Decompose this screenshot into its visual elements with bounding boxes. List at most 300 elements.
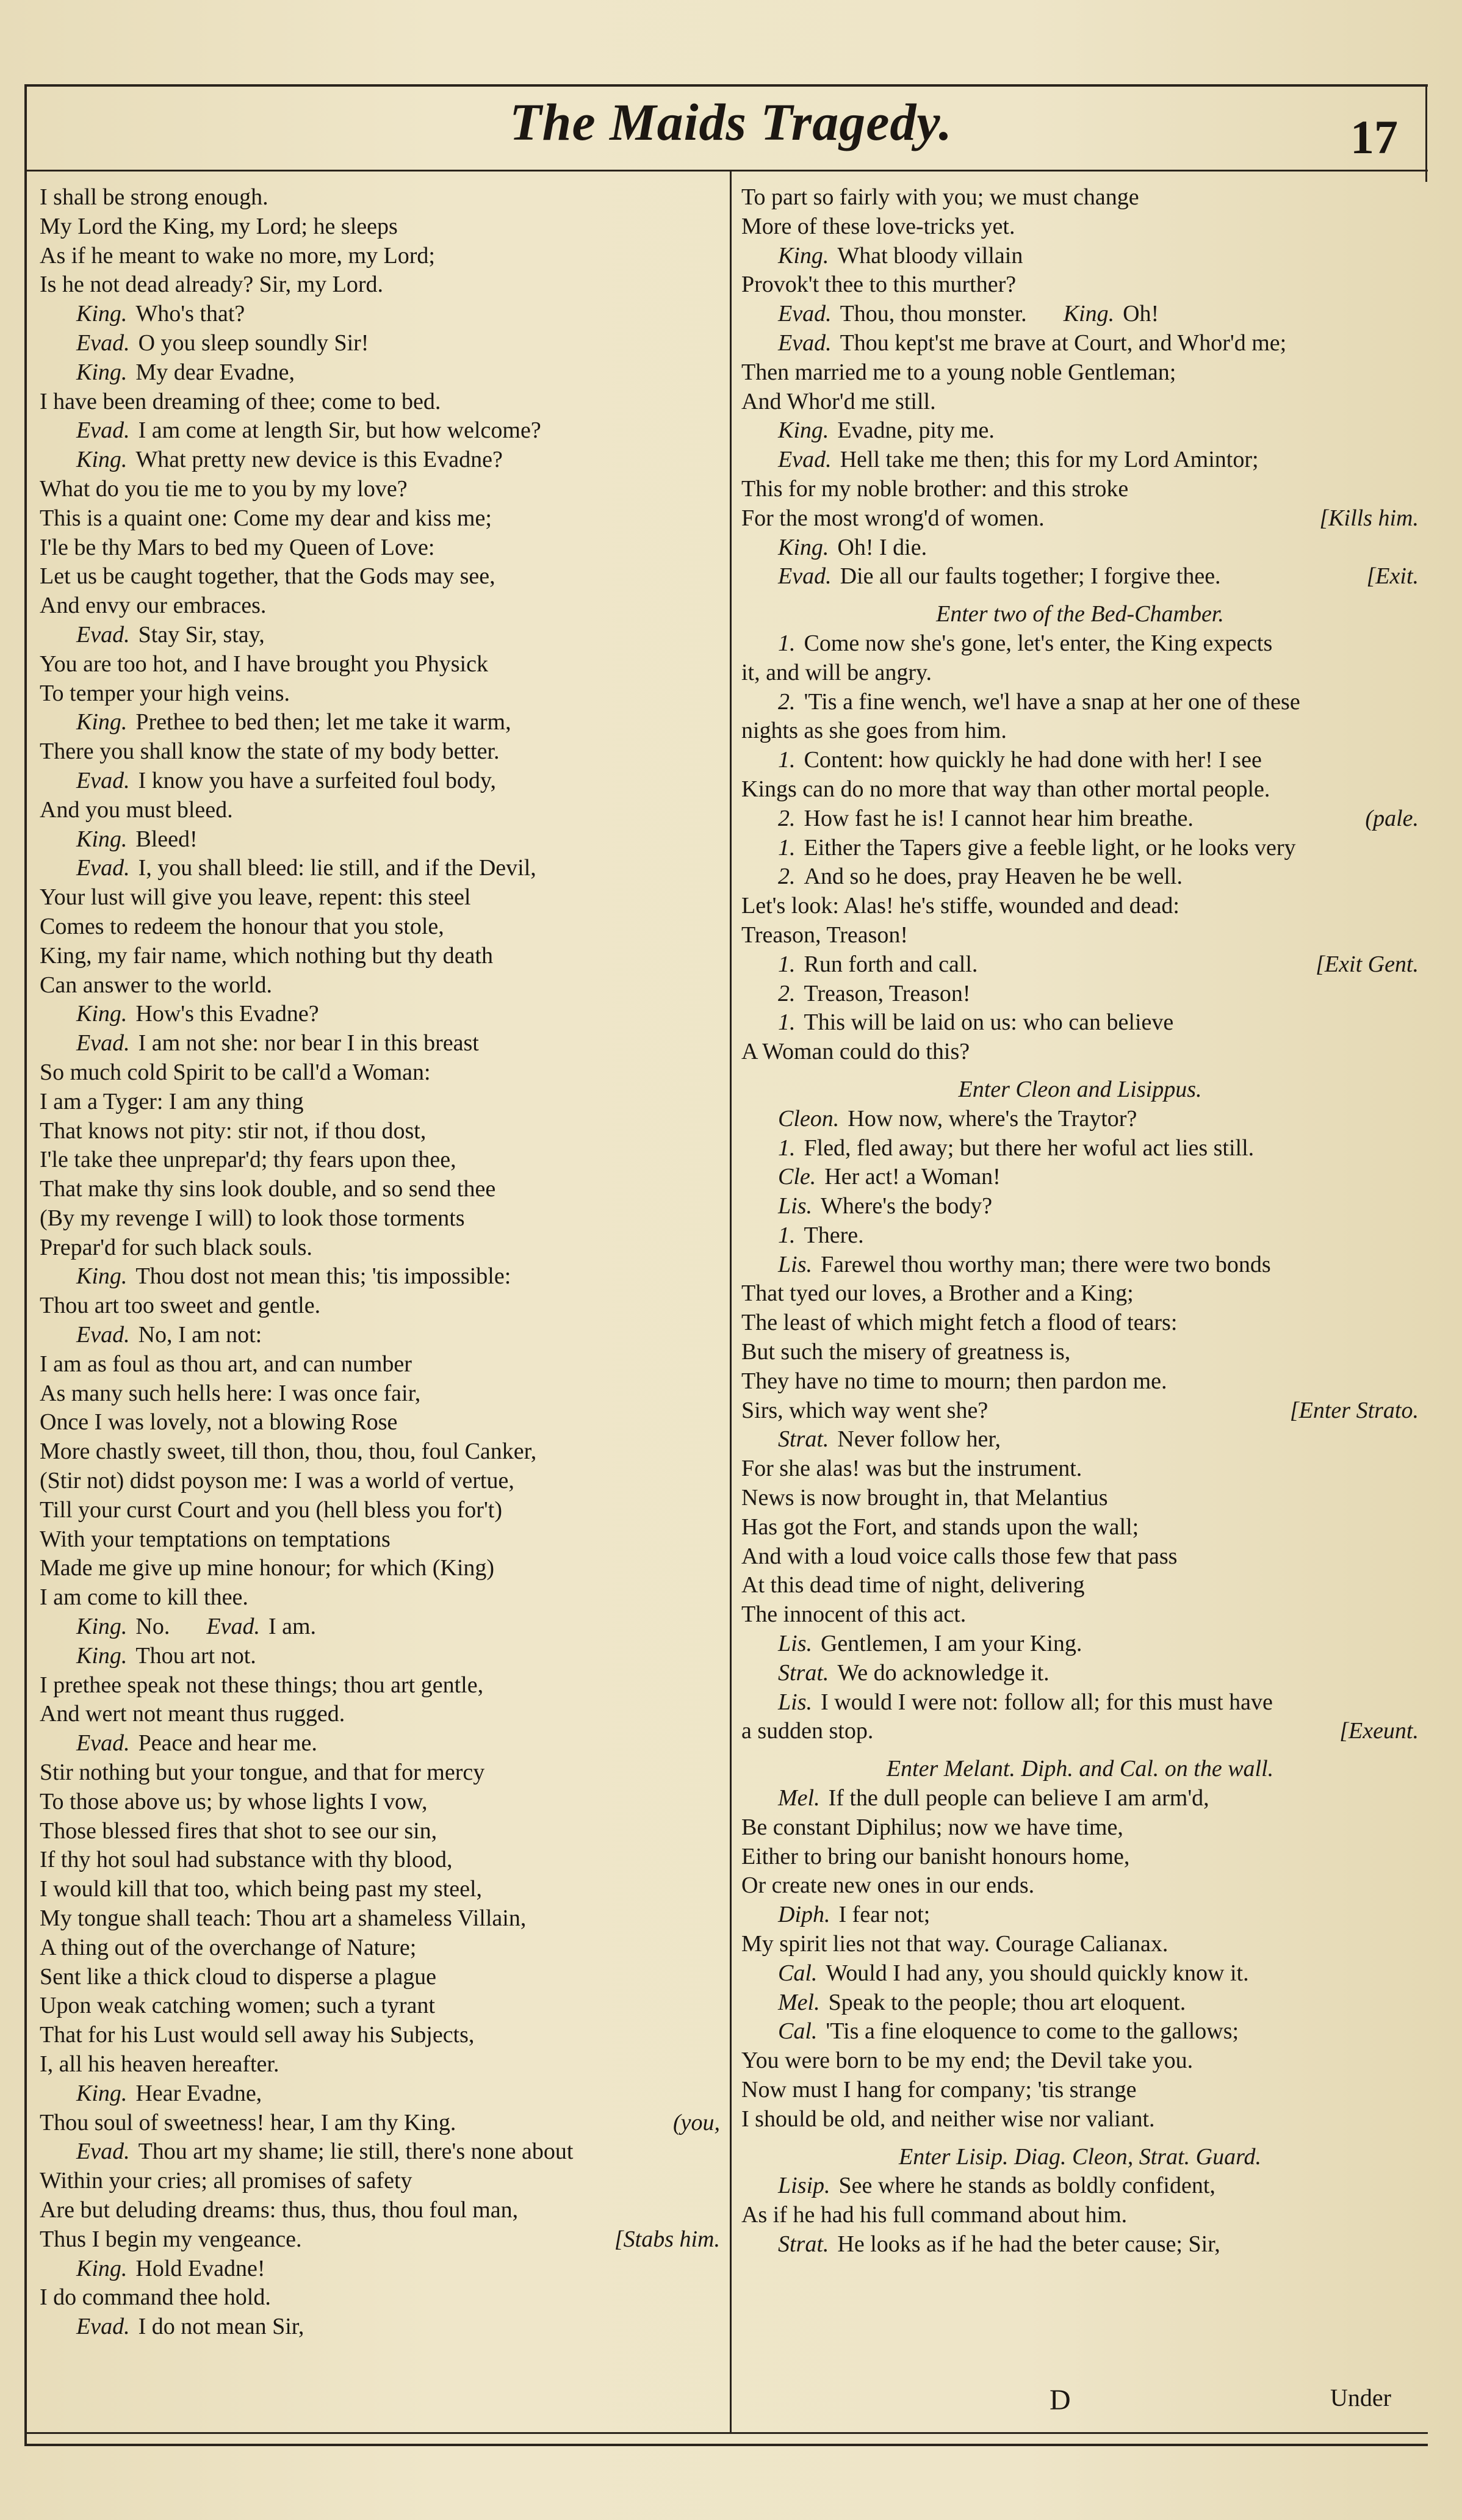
verse-line (741, 242, 1419, 271)
line-text: I am come at length Sir, but how welcome? (138, 417, 541, 444)
stage-direction-text: [Stabs him. (614, 2226, 720, 2252)
line-text: As if he meant to wake no more, my Lord; (40, 242, 435, 269)
verse-line (741, 1309, 1419, 1338)
verse-line (40, 1875, 720, 1904)
line-text: If thy hot soul had substance with thy blood, (40, 1847, 453, 1873)
line-text: My spirit lies not that way. Courage Calianax. (741, 1931, 1169, 1957)
line-text: Where's the body? (820, 1193, 993, 1219)
verse-line (40, 650, 720, 679)
speaker-name: Strat. (778, 1426, 829, 1453)
line-text: That for his Lust would sell away his Subjects, (40, 2022, 475, 2048)
verse-line (741, 1425, 1419, 1454)
line-text: Provok't thee to this murther? (741, 272, 1017, 298)
bottom-rule-outer (24, 2444, 1428, 2446)
line-text: This is a quaint one: Come my dear and kiss me; (40, 505, 492, 531)
line-text: Prethee to bed then; let me take it warm, (135, 709, 511, 735)
verse-line (741, 892, 1419, 921)
verse-line (741, 688, 1419, 717)
verse-line (40, 446, 720, 475)
verse-line (40, 1496, 720, 1525)
line-text: To part so fairly with you; we must change (741, 184, 1139, 210)
stage-direction-text: (pale. (1365, 805, 1419, 831)
line-text: Stir nothing but your tongue, and that for mercy (40, 1760, 485, 1786)
line-text: Has got the Fort, and stands upon the wall; (741, 1514, 1139, 1540)
verse-line (741, 1513, 1419, 1542)
line-text: Hold Evadne! (135, 2255, 265, 2281)
line-text: Would I had any, you should quickly know it. (826, 1960, 1249, 1986)
verse-line (40, 1262, 720, 1291)
line-text: I, you shall bleed: lie still, and if the Devil, (138, 855, 536, 881)
verse-line (40, 767, 720, 796)
verse-line (741, 1600, 1419, 1630)
line-text: I am not she: nor bear I in this breast (138, 1030, 479, 1056)
speaker-name: Evad. (76, 1730, 130, 1756)
verse-line (40, 883, 720, 912)
line-text: Treason, Treason! (741, 922, 909, 948)
line-text: Your lust will give you leave, repent: this steel (40, 884, 471, 911)
line-text: Die all our faults together; I forgive thee. (840, 563, 1221, 590)
line-text: More chastly sweet, till thon, thou, thou, foul Canker, (40, 1439, 537, 1465)
verse-line (40, 1408, 720, 1437)
line-text: I am. (268, 1614, 317, 1640)
line-text: Oh! (1123, 301, 1159, 327)
line-text: You were born to be my end; the Devil take you. (741, 2048, 1194, 2074)
speaker-name: King. (76, 709, 128, 735)
speaker-name: King. (76, 2255, 128, 2281)
verse-line (40, 1291, 720, 1321)
line-text: Hear Evadne, (135, 2080, 262, 2106)
verse-line (40, 1758, 720, 1788)
verse-line (40, 416, 720, 446)
line-text: Either the Tapers give a feeble light, or he looks very (804, 834, 1296, 861)
verse-line (40, 1029, 720, 1058)
verse-line (741, 834, 1419, 863)
verse-line (40, 1933, 720, 1963)
line-text: Thou art too sweet and gentle. (40, 1293, 321, 1319)
speaker-name: Evad. (76, 2139, 130, 2165)
verse-line (741, 629, 1419, 659)
verse-line (40, 825, 720, 854)
line-text: My Lord the King, my Lord; he sleeps (40, 213, 398, 239)
verse-line (741, 562, 1419, 591)
verse-line (741, 746, 1419, 775)
line-text: And Whor'd me still. (741, 388, 936, 414)
verse-line (741, 1901, 1419, 1930)
verse-line (40, 1612, 720, 1642)
line-text: I fear not; (838, 1902, 931, 1928)
line-text: Prepar'd for such black souls. (40, 1234, 312, 1260)
running-title: The Maids Tragedy. (510, 93, 952, 151)
line-text: it, and will be angry. (741, 659, 932, 685)
verse-line (741, 2076, 1419, 2105)
line-text: I'le be thy Mars to bed my Queen of Love: (40, 534, 435, 560)
verse-line (40, 621, 720, 650)
speaker-name: 1. (778, 1135, 796, 1161)
catchword: Under (1330, 2384, 1391, 2411)
verse-line (741, 862, 1419, 892)
line-text: Thou, thou monster. (840, 301, 1027, 327)
line-text: Hell take me then; this for my Lord Amintor; (840, 447, 1259, 473)
line-text: Peace and hear me. (138, 1730, 317, 1756)
verse-line (741, 329, 1419, 358)
speaker-name: Evad. (76, 1030, 130, 1056)
line-text: At this dead time of night, delivering (741, 1572, 1085, 1598)
verse-line (741, 388, 1419, 417)
line-text: Then married me to a young noble Gentleman; (741, 359, 1176, 385)
speaker-name: Lis. (778, 1631, 812, 1657)
verse-line (741, 358, 1419, 388)
speaker-name: Evad. (76, 2314, 130, 2340)
signature-mark: D (1050, 2384, 1071, 2416)
line-text: I shall be strong enough. (40, 184, 268, 210)
line-text: And you must bleed. (40, 796, 233, 823)
speaker-name: Strat. (778, 2231, 829, 2257)
line-text: Let's look: Alas! he's stiffe, wounded and dead: (741, 893, 1179, 919)
speaker-name: King. (1063, 301, 1115, 327)
speaker-name: Cal. (778, 2018, 818, 2045)
stage-direction-text: (you, (672, 2109, 720, 2136)
column-divider-rule (730, 171, 732, 2432)
verse-line (741, 2230, 1419, 2259)
line-text: What pretty new device is this Evadne? (135, 447, 503, 473)
verse-line (741, 2201, 1419, 2230)
line-text: You are too hot, and I have brought you Physick (40, 651, 488, 677)
line-text: Sent like a thick cloud to disperse a plague (40, 1963, 437, 1990)
verse-line (741, 804, 1419, 834)
line-text: A thing out of the overchange of Nature; (40, 1934, 417, 1960)
stage-direction-text: Enter two of the Bed-Chamber. (936, 601, 1224, 627)
verse-line (741, 775, 1419, 804)
stage-direction-text: Enter Melant. Diph. and Cal. on the wall. (886, 1756, 1274, 1782)
line-text: O you sleep soundly Sir! (138, 330, 369, 356)
line-text: Once I was lovely, not a blowing Rose (40, 1409, 398, 1435)
speaker-name: Evad. (778, 447, 832, 473)
line-text: Gentlemen, I am your King. (820, 1631, 1082, 1657)
line-text: Stay Sir, stay, (138, 621, 265, 648)
line-text: Within your cries; all promises of safety (40, 2168, 412, 2194)
line-text: 'Tis a fine eloquence to come to the gallows; (826, 2018, 1239, 2045)
line-text: I have been dreaming of thee; come to bed. (40, 388, 441, 414)
stage-direction-line (741, 1075, 1419, 1105)
line-text: My dear Evadne, (135, 359, 295, 385)
line-text: See where he stands as boldly confident, (838, 2173, 1215, 2199)
line-text: 'Tis a fine wench, we'l have a snap at her one of these (804, 688, 1300, 715)
verse-line (40, 1146, 720, 1175)
verse-line (40, 1321, 720, 1350)
verse-line (40, 971, 720, 1000)
verse-line (40, 737, 720, 767)
verse-line (741, 1221, 1419, 1251)
verse-line (741, 1454, 1419, 1484)
verse-line (40, 1671, 720, 1700)
speaker-name: Lis. (778, 1193, 812, 1219)
verse-line (40, 300, 720, 329)
verse-line (741, 1571, 1419, 1600)
verse-line (741, 1688, 1419, 1717)
verse-line (741, 1338, 1419, 1367)
verse-line (741, 446, 1419, 475)
verse-line (40, 679, 720, 709)
line-text: Thou dost not mean this; 'tis impossible: (135, 1263, 511, 1290)
verse-line (40, 1700, 720, 1729)
speaker-name: 1. (778, 1009, 796, 1036)
line-text: What bloody villain (837, 242, 1023, 269)
line-text: Content: how quickly he had done with her! I see (804, 747, 1262, 773)
line-text: Sirs, which way went she? (741, 1397, 988, 1423)
stage-direction-text: [Kills him. (1319, 505, 1419, 531)
line-text: (By my revenge I will) to look those torments (40, 1205, 465, 1231)
speaker-name: King. (76, 301, 128, 327)
line-text: Fled, fled away; but there her woful act lies still. (804, 1135, 1255, 1161)
speaker-name: Lis. (778, 1689, 812, 1715)
line-text: I should be old, and neither wise nor valiant. (741, 2106, 1155, 2132)
verse-line (40, 1788, 720, 1817)
line-text: Treason, Treason! (804, 980, 971, 1006)
speaker-name: King. (76, 1642, 128, 1669)
verse-line (40, 854, 720, 883)
verse-line (40, 2021, 720, 2050)
speaker-name: 1. (778, 951, 796, 977)
verse-line (741, 717, 1419, 746)
verse-line (40, 1554, 720, 1583)
line-text: Upon weak catching women; such a tyrant (40, 1993, 435, 2019)
verse-line (741, 183, 1419, 212)
speaker-name: Evad. (76, 1322, 130, 1348)
speaker-name: Cal. (778, 1960, 818, 1986)
verse-line (741, 533, 1419, 563)
line-text: Her act! a Woman! (824, 1164, 1001, 1190)
verse-line (40, 2079, 720, 2109)
verse-line (40, 2312, 720, 2342)
line-text: Either to bring our banisht honours home, (741, 1843, 1130, 1869)
line-text: My tongue shall teach: Thou art a shameless Villain, (40, 1905, 527, 1932)
line-text: Come now she's gone, let's enter, the King expects (804, 630, 1273, 656)
verse-line (741, 1988, 1419, 2018)
verse-line (40, 2255, 720, 2284)
verse-line (40, 1437, 720, 1467)
verse-line (40, 1379, 720, 1409)
header-rule (24, 170, 1428, 171)
line-text: Thus I begin my vengeance. (40, 2226, 302, 2252)
verse-line (40, 1525, 720, 1554)
speaker-name: King. (76, 1614, 128, 1640)
speaker-name: King. (76, 447, 128, 473)
speaker-name: King. (76, 1001, 128, 1027)
speaker-name: King. (778, 417, 829, 444)
line-text: Can answer to the world. (40, 972, 272, 998)
line-text: No. (135, 1614, 170, 1640)
line-text: Till your curst Court and you (hell bless you for't) (40, 1496, 502, 1523)
line-text: I, all his heaven hereafter. (40, 2051, 279, 2077)
line-text: How's this Evadne? (135, 1001, 319, 1027)
line-text: There. (804, 1222, 864, 1248)
line-text: Those blessed fires that shot to see our sin, (40, 1818, 438, 1844)
verse-line (741, 1542, 1419, 1572)
speaker-name: King. (76, 826, 128, 852)
line-text: That knows not pity: stir not, if thou dost, (40, 1117, 427, 1144)
top-rule (24, 84, 1428, 87)
line-text: Thou art not. (135, 1642, 256, 1669)
bottom-rule (24, 2432, 1428, 2434)
speaker-name: Evad. (76, 417, 130, 444)
verse-line (741, 950, 1419, 980)
line-text: So much cold Spirit to be call'd a Woman: (40, 1059, 431, 1085)
line-text: He looks as if he had the beter cause; Sir, (837, 2231, 1220, 2257)
line-text: Thou kept'st me brave at Court, and Whor'd me; (840, 330, 1287, 356)
verse-line (741, 1843, 1419, 1872)
speaker-name: Evad. (778, 563, 832, 590)
speaker-name: King. (778, 242, 829, 269)
line-text: That tyed our loves, a Brother and a King; (741, 1280, 1134, 1307)
verse-line (40, 533, 720, 563)
line-text: Run forth and call. (804, 951, 978, 977)
line-text: News is now brought in, that Melantius (741, 1485, 1108, 1511)
speaker-name: Strat. (778, 1659, 829, 1686)
line-text: Thou soul of sweetness! hear, I am thy King. (40, 2109, 456, 2136)
line-text: But such the misery of greatness is, (741, 1339, 1071, 1365)
verse-line (741, 2172, 1419, 2201)
line-text: This for my noble brother: and this stroke (741, 475, 1129, 502)
speaker-name: Evad. (778, 301, 832, 327)
verse-line (741, 1630, 1419, 1659)
line-text: I am as foul as thou art, and can number (40, 1351, 412, 1377)
verse-line (40, 562, 720, 591)
line-text: To those above us; by whose lights I vow, (40, 1788, 428, 1814)
line-text: I know you have a surfeited foul body, (138, 767, 496, 793)
speaker-name: Mel. (778, 1989, 820, 2015)
stage-direction-text: Enter Cleon and Lisippus. (958, 1076, 1202, 1102)
stage-direction-text: [Exit. (1366, 563, 1419, 590)
line-text: Let us be caught together, that the Gods may see, (40, 563, 495, 590)
stage-direction-text: [Exit Gent. (1316, 951, 1419, 977)
verse-line (40, 2109, 720, 2138)
verse-line (40, 183, 720, 212)
line-text: I do command thee hold. (40, 2284, 271, 2311)
line-text: No, I am not: (138, 1322, 262, 1348)
verse-line (741, 1813, 1419, 1843)
verse-line (741, 1367, 1419, 1396)
line-text: How fast he is! I cannot hear him breathe. (804, 805, 1194, 831)
verse-line (741, 270, 1419, 300)
line-text: With your temptations on temptations (40, 1526, 391, 1552)
speaker-name: King. (76, 2080, 128, 2106)
verse-line (741, 212, 1419, 242)
speaker-name: 1. (778, 630, 796, 656)
line-text: There you shall know the state of my body better. (40, 738, 500, 765)
verse-line (40, 942, 720, 971)
verse-line (741, 1717, 1419, 1746)
verse-line (741, 1871, 1419, 1901)
speaker-name: Evad. (76, 767, 130, 793)
line-text: More of these love-tricks yet. (741, 213, 1015, 239)
line-text: Thou art my shame; lie still, there's none about (138, 2139, 574, 2165)
line-text: A Woman could do this? (741, 1039, 970, 1065)
verse-line (40, 1904, 720, 1933)
stage-direction-text: Enter Lisip. Diag. Cleon, Strat. Guard. (899, 2143, 1261, 2170)
verse-line (741, 1105, 1419, 1134)
speaker-name: 1. (778, 834, 796, 861)
line-text: Who's that? (135, 301, 245, 327)
verse-line (741, 1930, 1419, 1959)
verse-line (40, 2050, 720, 2079)
line-text: What do you tie me to you by my love? (40, 475, 408, 502)
verse-line (741, 416, 1419, 446)
verse-line (741, 2105, 1419, 2134)
line-text: And envy our embraces. (40, 593, 267, 619)
stage-direction-line (741, 2143, 1419, 2172)
speaker-name: 1. (778, 747, 796, 773)
line-text: We do acknowledge it. (837, 1659, 1050, 1686)
verse-line (40, 2225, 720, 2255)
verse-line (40, 1204, 720, 1233)
verse-line (40, 1729, 720, 1758)
speaker-name: Cle. (778, 1164, 816, 1190)
verse-line (741, 1038, 1419, 1067)
verse-line (741, 1784, 1419, 1813)
line-text: And wert not meant thus rugged. (40, 1701, 345, 1727)
speaker-name: 2. (778, 864, 796, 890)
verse-line (40, 912, 720, 942)
stage-direction-line (741, 1755, 1419, 1784)
verse-line (40, 1817, 720, 1846)
verse-line (40, 1000, 720, 1029)
verse-line (741, 1192, 1419, 1221)
line-text: I prethee speak not these things; thou art gentle, (40, 1672, 484, 1698)
speaker-name: Evad. (778, 330, 832, 356)
verse-line (40, 1117, 720, 1146)
line-text: Be constant Diphilus; now we have time, (741, 1814, 1123, 1840)
line-text: Kings can do no more that way than other mortal people. (741, 776, 1270, 802)
line-text: Speak to the people; thou art eloquent. (828, 1989, 1186, 2015)
verse-line (741, 300, 1419, 329)
line-text: As many such hells here: I was once fair, (40, 1380, 421, 1406)
line-text: (Stir not) didst poyson me: I was a world of vertue, (40, 1468, 514, 1494)
stage-direction-line (741, 600, 1419, 629)
verse-line (40, 1350, 720, 1379)
left-border-rule (24, 84, 27, 2446)
speaker-name: 2. (778, 980, 796, 1006)
verse-line (40, 1963, 720, 1992)
verse-line (40, 2167, 720, 2196)
verse-line (40, 2283, 720, 2312)
speaker-name: Lisip. (778, 2173, 830, 2199)
verse-line (40, 1583, 720, 1612)
line-text: King, my fair name, which nothing but thy death (40, 942, 493, 969)
page-number: 17 (1350, 110, 1398, 164)
line-text: Farewel thou worthy man; there were two bonds (820, 1251, 1271, 1277)
verse-line (40, 1991, 720, 2021)
verse-line (40, 358, 720, 388)
line-text: Bleed! (135, 826, 198, 852)
line-text: They have no time to mourn; then pardon me. (741, 1368, 1167, 1394)
verse-line (40, 2196, 720, 2225)
line-text: And so he does, pray Heaven he be well. (804, 864, 1183, 890)
verse-line (741, 1279, 1419, 1309)
line-text: That make thy sins look double, and so send thee (40, 1176, 496, 1202)
verse-line (741, 1484, 1419, 1513)
line-text: Are but deluding dreams: thus, thus, thou foul man, (40, 2197, 519, 2223)
line-text: I would I were not: follow all; for this must have (820, 1689, 1273, 1715)
verse-line (40, 475, 720, 504)
line-text: For the most wrong'd of women. (741, 505, 1045, 531)
speaker-name: Mel. (778, 1785, 820, 1811)
line-text: a sudden stop. (741, 1718, 874, 1744)
verse-line (40, 329, 720, 358)
verse-line (40, 212, 720, 242)
verse-line (741, 2017, 1419, 2046)
verse-line (741, 2046, 1419, 2076)
verse-line (40, 1175, 720, 1204)
